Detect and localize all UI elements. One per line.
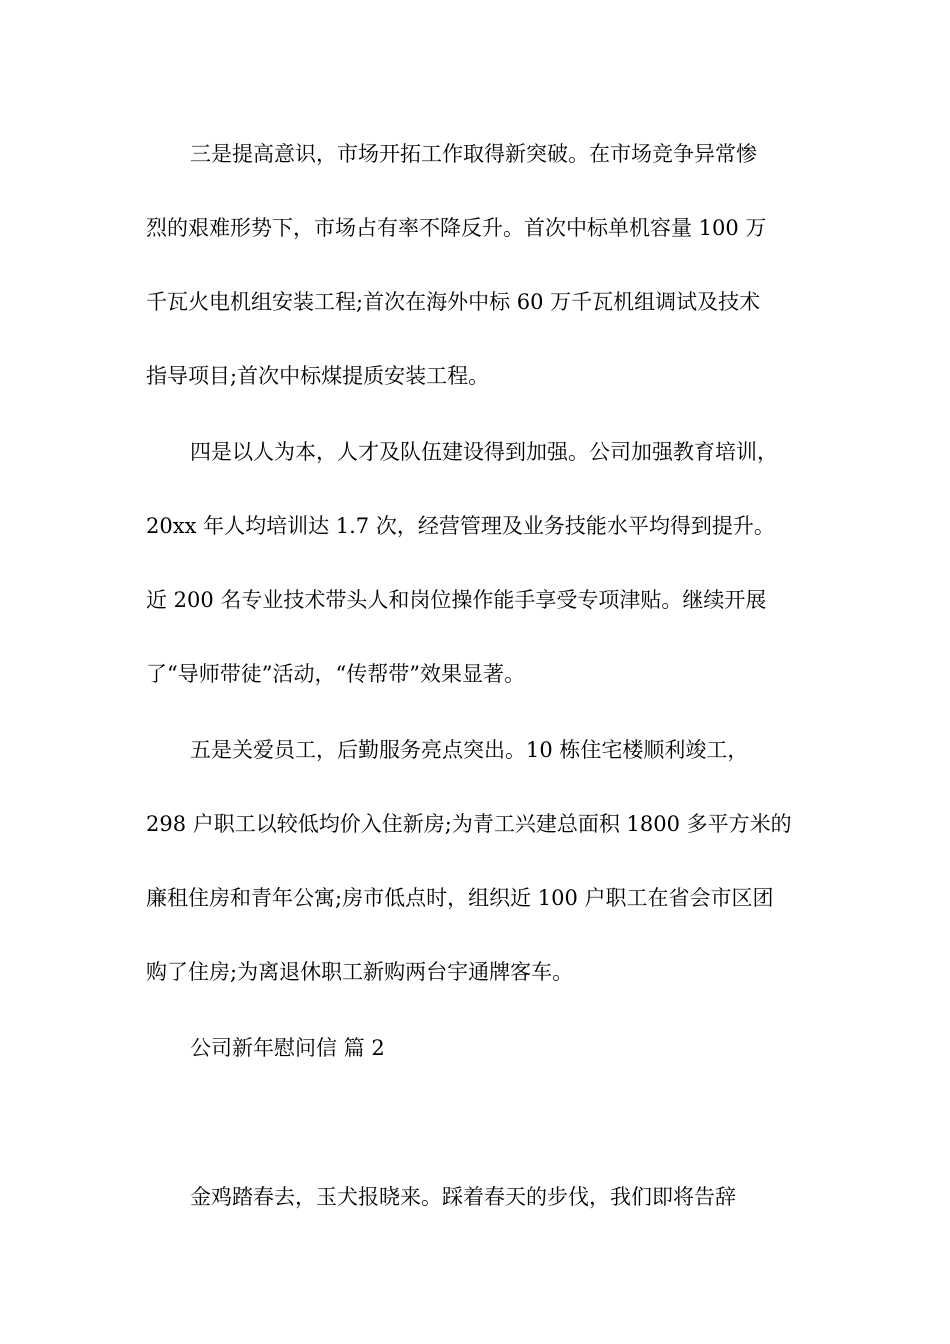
paragraph-line: 千瓦火电机组安装工程;首次在海外中标 60 万千瓦机组调试及技术 [146, 290, 761, 314]
paragraph-line: 金鸡踏春去，玉犬报晓来。踩着春天的步伐，我们即将告辞 [190, 1185, 736, 1209]
paragraph-line: 烈的艰难形势下，市场占有率不降反升。首次中标单机容量 100 万 [146, 216, 767, 240]
paragraph-line: 四是以人为本，人才及队伍建设得到加强。公司加强教育培训， [190, 440, 778, 464]
paragraph-line: 五是关爱员工，后勤服务亮点突出。10 栋住宅楼顺利竣工， [190, 738, 749, 762]
paragraph-line: 廉租住房和青年公寓;房市低点时，组织近 100 户职工在省会市区团 [146, 886, 774, 910]
section-title: 公司新年慰问信 篇 2 [190, 1036, 385, 1060]
paragraph-line: 近 200 名专业技术带头人和岗位操作能手享受专项津贴。继续开展 [146, 588, 767, 612]
paragraph-line: 20xx 年人均培训达 1.7 次，经营管理及业务技能水平均得到提升。 [146, 514, 775, 538]
paragraph-line: 298 户职工以较低均价入住新房;为青工兴建总面积 1800 多平方米的 [146, 812, 792, 836]
paragraph-line: 指导项目;首次中标煤提质安装工程。 [146, 364, 490, 388]
paragraph-line: 购了住房;为离退休职工新购两台宇通牌客车。 [146, 960, 574, 984]
paragraph-line: 三是提高意识，市场开拓工作取得新突破。在市场竞争异常惨 [190, 142, 757, 166]
paragraph-line: 了“导师带徒”活动，“传帮带”效果显著。 [146, 662, 525, 686]
